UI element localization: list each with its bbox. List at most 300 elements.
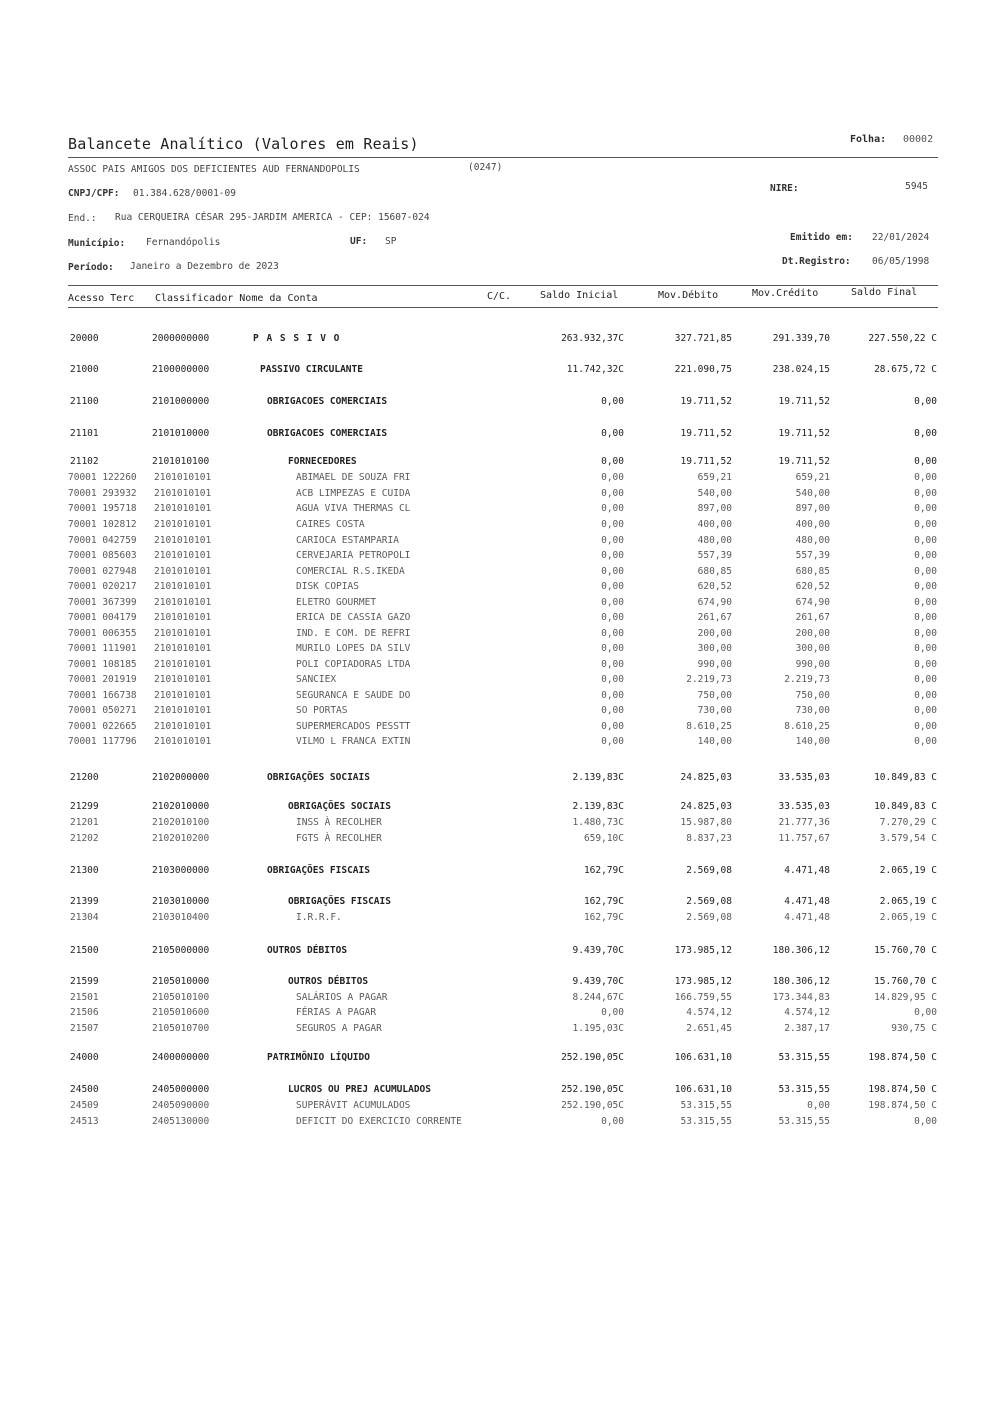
classifier: 2102010200 [152,833,210,844]
account-name: POLI COPIADORAS LTDA [296,659,411,670]
mov-credito: 0,00 [807,1100,830,1111]
nire-label: NIRE: [770,183,799,194]
classifier: 2103010000 [152,896,210,907]
account-name: OBRIGAÇÕES SOCIAIS [267,772,370,783]
table-row [0,643,992,657]
folha-label: Folha: [850,134,887,145]
classifier: 2101010101 [154,519,212,530]
account-name: VILMO L FRANCA EXTIN [296,736,411,747]
folha-value: 00002 [903,134,934,145]
account-code: 24509 [70,1100,99,1111]
saldo-inicial: 0,00 [601,550,624,561]
account-code: 70001 166738 [68,690,137,701]
registro-label: Dt.Registro: [782,256,851,267]
saldo-inicial: 0,00 [601,659,624,670]
mov-debito: 53.315,55 [680,1100,732,1111]
account-code: 21300 [70,865,99,876]
classifier: 2101010101 [154,581,212,592]
mov-debito: 53.315,55 [680,1116,732,1127]
mov-debito: 2.569,08 [686,896,732,907]
mov-debito: 8.610,25 [686,721,732,732]
account-name: OBRIGAÇÕES FISCAIS [288,896,391,907]
account-name: PATRIMÔNIO LÍQUIDO [267,1052,370,1063]
table-row [0,1100,992,1114]
saldo-inicial: 0,00 [601,519,624,530]
classifier: 2101010100 [152,456,210,467]
account-code: 24513 [70,1116,99,1127]
saldo-inicial: 0,00 [601,612,624,623]
account-name: SEGURANCA E SAUDE DO [296,690,411,701]
mov-debito: 750,00 [697,690,732,701]
table-row [0,772,992,786]
mov-credito: 2.219,73 [784,674,830,685]
mov-debito: 19.711,52 [680,428,732,439]
account-name: OBRIGAÇÕES SOCIAIS [288,801,391,812]
saldo-inicial: 0,00 [601,705,624,716]
entity-name: ASSOC PAIS AMIGOS DOS DEFICIENTES AUD FERNANDOPOLIS [68,164,360,175]
account-name: OBRIGAÇÕES FISCAIS [267,865,370,876]
mov-debito: 2.569,08 [686,912,732,923]
saldo-inicial: 0,00 [601,503,624,514]
classifier: 2400000000 [152,1052,210,1063]
mov-credito: 33.535,03 [778,772,830,783]
account-code: 21000 [70,364,99,375]
account-name: SEGUROS A PAGAR [296,1023,382,1034]
saldo-inicial: 0,00 [601,690,624,701]
saldo-final: 0,00 [914,628,937,639]
mov-credito: 300,00 [795,643,830,654]
col-acesso: Acesso Terc [68,293,135,304]
saldo-final: 0,00 [914,535,937,546]
col-saldo-inicial: Saldo Inicial [540,290,619,301]
table-row [0,833,992,847]
table-row [0,659,992,673]
account-code: 21507 [70,1023,99,1034]
mov-credito: 4.471,48 [784,896,830,907]
account-code: 70001 027948 [68,566,137,577]
mov-debito: 480,00 [697,535,732,546]
mov-debito: 24.825,03 [680,772,732,783]
mov-credito: 680,85 [795,566,830,577]
classifier: 2101010101 [154,721,212,732]
account-code: 70001 042759 [68,535,137,546]
saldo-final: 0,00 [914,612,937,623]
saldo-final: 0,00 [914,428,937,439]
classifier: 2101010101 [154,503,212,514]
account-code: 21101 [70,428,99,439]
saldo-final: 15.760,70 C [874,945,937,956]
account-code: 70001 195718 [68,503,137,514]
account-name: MURILO LOPES DA SILV [296,643,411,654]
table-row [0,690,992,704]
mov-credito: 480,00 [795,535,830,546]
classifier: 2101010101 [154,488,212,499]
table-row [0,736,992,750]
saldo-inicial: 252.190,05C [561,1052,624,1063]
classifier: 2101010101 [154,566,212,577]
classifier: 2405000000 [152,1084,210,1095]
saldo-inicial: 0,00 [601,674,624,685]
mov-debito: 327.721,85 [674,333,732,344]
account-code: 21100 [70,396,99,407]
account-code: 21299 [70,801,99,812]
saldo-final: 10.849,83 C [874,772,937,783]
classifier: 2101010101 [154,550,212,561]
classifier: 2103010400 [152,912,210,923]
mov-debito: 300,00 [697,643,732,654]
saldo-final: 3.579,54 C [879,833,937,844]
mov-debito: 990,00 [697,659,732,670]
saldo-inicial: 0,00 [601,1116,624,1127]
col-mov-debito: Mov.Débito [658,290,719,301]
account-code: 70001 102812 [68,519,137,530]
table-row [0,1007,992,1021]
saldo-inicial: 0,00 [601,736,624,747]
col-mov-credito: Mov.Crédito [752,288,819,299]
emitido-label: Emitido em: [790,232,853,243]
table-row [0,535,992,549]
saldo-final: 14.829,95 C [874,992,937,1003]
mov-debito: 221.090,75 [674,364,732,375]
mov-credito: 730,00 [795,705,830,716]
account-name: OBRIGACOES COMERCIAIS [267,396,388,407]
account-code: 21102 [70,456,99,467]
mov-debito: 19.711,52 [680,456,732,467]
mov-credito: 53.315,55 [778,1116,830,1127]
table-row [0,428,992,442]
account-code: 21202 [70,833,99,844]
saldo-inicial: 0,00 [601,456,624,467]
saldo-final: 2.065,19 C [879,896,937,907]
saldo-final: 0,00 [914,550,937,561]
columns-top-divider [68,285,938,286]
mov-credito: 53.315,55 [778,1052,830,1063]
mov-credito: 291.339,70 [772,333,830,344]
saldo-inicial: 9.439,70C [572,945,624,956]
mov-debito: 140,00 [697,736,732,747]
saldo-final: 0,00 [914,519,937,530]
mov-debito: 659,21 [697,472,732,483]
mov-debito: 730,00 [697,705,732,716]
table-row [0,396,992,410]
account-name: SO PORTAS [296,705,348,716]
mov-debito: 540,00 [697,488,732,499]
mov-debito: 261,67 [697,612,732,623]
saldo-inicial: 0,00 [601,535,624,546]
saldo-inicial: 0,00 [601,472,624,483]
table-row [0,1023,992,1037]
saldo-inicial: 0,00 [601,597,624,608]
classifier: 2101010101 [154,736,212,747]
account-code: 70001 367399 [68,597,137,608]
account-name: FGTS À RECOLHER [296,833,382,844]
saldo-final: 0,00 [914,643,937,654]
saldo-inicial: 0,00 [601,721,624,732]
saldo-final: 0,00 [914,1007,937,1018]
classifier: 2101000000 [152,396,210,407]
mov-credito: 180.306,12 [772,976,830,987]
table-row [0,519,992,533]
mov-debito: 400,00 [697,519,732,530]
table-row [0,550,992,564]
mov-credito: 173.344,83 [772,992,830,1003]
account-code: 70001 022665 [68,721,137,732]
saldo-final: 0,00 [914,472,937,483]
account-name: P A S S I V O [253,333,341,344]
classifier: 2101010101 [154,472,212,483]
mov-credito: 659,21 [795,472,830,483]
table-row [0,628,992,642]
account-code: 21501 [70,992,99,1003]
mov-credito: 19.711,52 [778,428,830,439]
mov-credito: 238.024,15 [772,364,830,375]
mov-debito: 2.651,45 [686,1023,732,1034]
table-row [0,612,992,626]
classifier: 2405130000 [152,1116,210,1127]
mov-credito: 4.471,48 [784,912,830,923]
mov-credito: 19.711,52 [778,456,830,467]
table-row [0,674,992,688]
account-code: 70001 122260 [68,472,137,483]
periodo-value: Janeiro a Dezembro de 2023 [130,261,279,272]
classifier: 2105010600 [152,1007,210,1018]
col-classificador: Classificador Nome da Conta [155,293,318,304]
mov-debito: 200,00 [697,628,732,639]
account-code: 70001 108185 [68,659,137,670]
mov-debito: 24.825,03 [680,801,732,812]
municipio-label: Município: [68,238,126,249]
account-code: 70001 293932 [68,488,137,499]
account-name: OUTROS DÉBITOS [288,976,369,987]
saldo-inicial: 252.190,05C [561,1084,624,1095]
saldo-inicial: 659,10C [583,833,624,844]
table-row [0,456,992,470]
classifier: 2405090000 [152,1100,210,1111]
mov-credito: 540,00 [795,488,830,499]
table-row [0,333,992,347]
mov-debito: 4.574,12 [686,1007,732,1018]
table-row [0,364,992,378]
mov-credito: 674,90 [795,597,830,608]
saldo-inicial: 2.139,83C [572,801,624,812]
classifier: 2101010101 [154,612,212,623]
classifier: 2101010101 [154,535,212,546]
classifier: 2105010000 [152,976,210,987]
account-code: 21599 [70,976,99,987]
mov-credito: 750,00 [795,690,830,701]
account-name: CERVEJARIA PETROPOLI [296,550,411,561]
saldo-final: 227.550,22 C [868,333,937,344]
saldo-final: 198.874,50 C [868,1084,937,1095]
account-name: SUPERMERCADOS PESSTT [296,721,411,732]
account-code: 21200 [70,772,99,783]
mov-credito: 53.315,55 [778,1084,830,1095]
table-row [0,817,992,831]
mov-debito: 680,85 [697,566,732,577]
account-code: 21304 [70,912,99,923]
account-name: ABIMAEL DE SOUZA FRI [296,472,411,483]
mov-credito: 4.574,12 [784,1007,830,1018]
account-code: 70001 050271 [68,705,137,716]
account-name: LUCROS OU PREJ ACUMULADOS [288,1084,431,1095]
uf-value: SP [385,236,397,247]
registro-value: 06/05/1998 [872,256,930,267]
col-cc: C/C. [487,291,512,302]
cnpj-value: 01.384.628/0001-09 [133,188,236,199]
col-saldo-final: Saldo Final [851,287,918,298]
account-name: IND. E COM. DE REFRI [296,628,411,639]
saldo-final: 2.065,19 C [879,865,937,876]
saldo-final: 198.874,50 C [868,1052,937,1063]
account-name: COMERCIAL R.S.IKEDA [296,566,405,577]
account-name: SALÁRIOS A PAGAR [296,992,388,1003]
mov-debito: 15.987,80 [680,817,732,828]
account-name: I.R.R.F. [296,912,342,923]
periodo-label: Período: [68,262,114,273]
classifier: 2101010101 [154,628,212,639]
mov-debito: 2.219,73 [686,674,732,685]
account-name: INSS À RECOLHER [296,817,382,828]
account-name: ACB LIMPEZAS E CUIDA [296,488,411,499]
mov-credito: 11.757,67 [778,833,830,844]
mov-debito: 674,90 [697,597,732,608]
account-code: 70001 020217 [68,581,137,592]
mov-credito: 140,00 [795,736,830,747]
saldo-final: 28.675,72 C [874,364,937,375]
saldo-inicial: 1.480,73C [572,817,624,828]
mov-credito: 400,00 [795,519,830,530]
table-row [0,912,992,926]
classifier: 2102000000 [152,772,210,783]
mov-credito: 8.610,25 [784,721,830,732]
saldo-inicial: 0,00 [601,643,624,654]
account-code: 21399 [70,896,99,907]
table-row [0,597,992,611]
account-name: FORNECEDORES [288,456,357,467]
table-row [0,945,992,959]
saldo-inicial: 2.139,83C [572,772,624,783]
table-row [0,566,992,580]
table-row [0,992,992,1006]
account-name: CAIRES COSTA [296,519,365,530]
account-name: SANCIEX [296,674,337,685]
table-row [0,801,992,815]
mov-credito: 33.535,03 [778,801,830,812]
classifier: 2101010101 [154,643,212,654]
account-name: DEFICIT DO EXERCICIO CORRENTE [296,1116,462,1127]
saldo-final: 0,00 [914,674,937,685]
account-code: 70001 085603 [68,550,137,561]
account-code: 70001 006355 [68,628,137,639]
saldo-final: 198.874,50 C [868,1100,937,1111]
mov-credito: 620,52 [795,581,830,592]
classifier: 2101010101 [154,674,212,685]
saldo-inicial: 263.932,37C [561,333,624,344]
classifier: 2101010101 [154,597,212,608]
account-code: 21201 [70,817,99,828]
account-code: 21500 [70,945,99,956]
mov-credito: 990,00 [795,659,830,670]
mov-credito: 21.777,36 [778,817,830,828]
classifier: 2105010700 [152,1023,210,1034]
account-name: OUTROS DÉBITOS [267,945,348,956]
table-row [0,1084,992,1098]
saldo-inicial: 0,00 [601,488,624,499]
classifier: 2102010000 [152,801,210,812]
saldo-final: 10.849,83 C [874,801,937,812]
municipio-value: Fernandópolis [146,237,221,248]
saldo-final: 0,00 [914,690,937,701]
mov-debito: 173.985,12 [674,976,732,987]
mov-debito: 620,52 [697,581,732,592]
account-name: PASSIVO CIRCULANTE [260,364,363,375]
account-name: DISK COPIAS [296,581,359,592]
mov-debito: 106.631,10 [674,1052,732,1063]
classifier: 2105010100 [152,992,210,1003]
table-row [0,488,992,502]
mov-credito: 557,39 [795,550,830,561]
mov-debito: 897,00 [697,503,732,514]
mov-debito: 2.569,08 [686,865,732,876]
saldo-inicial: 252.190,05C [561,1100,624,1111]
classifier: 2101010101 [154,659,212,670]
cnpj-label: CNPJ/CPF: [68,188,120,199]
account-name: OBRIGACOES COMERCIAIS [267,428,388,439]
saldo-final: 7.270,29 C [879,817,937,828]
saldo-inicial: 9.439,70C [572,976,624,987]
saldo-final: 0,00 [914,488,937,499]
classifier: 2000000000 [152,333,210,344]
account-code: 21506 [70,1007,99,1018]
saldo-final: 0,00 [914,1116,937,1127]
mov-credito: 19.711,52 [778,396,830,407]
saldo-inicial: 0,00 [601,566,624,577]
saldo-inicial: 162,79C [583,865,624,876]
account-name: FÉRIAS A PAGAR [296,1007,377,1018]
endereco-label: End.: [68,213,97,224]
saldo-inicial: 0,00 [601,628,624,639]
account-code: 70001 201919 [68,674,137,685]
account-name: SUPERÁVIT ACUMULADOS [296,1100,411,1111]
uf-label: UF: [350,236,368,247]
mov-debito: 19.711,52 [680,396,732,407]
saldo-final: 0,00 [914,456,937,467]
saldo-final: 0,00 [914,736,937,747]
table-row [0,472,992,486]
nire-value: 5945 [905,181,928,192]
account-name: AGUA VIVA THERMAS CL [296,503,411,514]
saldo-inicial: 1.195,03C [572,1023,624,1034]
account-name: ERICA DE CASSIA GAZO [296,612,411,623]
saldo-final: 0,00 [914,396,937,407]
classifier: 2105000000 [152,945,210,956]
saldo-inicial: 162,79C [583,896,624,907]
account-code: 24000 [70,1052,99,1063]
entity-code: (0247) [468,162,503,173]
mov-credito: 180.306,12 [772,945,830,956]
account-code: 70001 004179 [68,612,137,623]
endereco-value: Rua CERQUEIRA CÉSAR 295-JARDIM AMERICA - CEP: 15607-024 [115,212,430,223]
report-title: Balancete Analítico (Valores em Reais) [68,135,419,153]
table-row [0,1116,992,1130]
saldo-final: 930,75 C [891,1023,937,1034]
table-row [0,865,992,879]
saldo-inicial: 0,00 [601,396,624,407]
account-code: 20000 [70,333,99,344]
mov-debito: 8.837,23 [686,833,732,844]
saldo-final: 0,00 [914,721,937,732]
mov-credito: 2.387,17 [784,1023,830,1034]
